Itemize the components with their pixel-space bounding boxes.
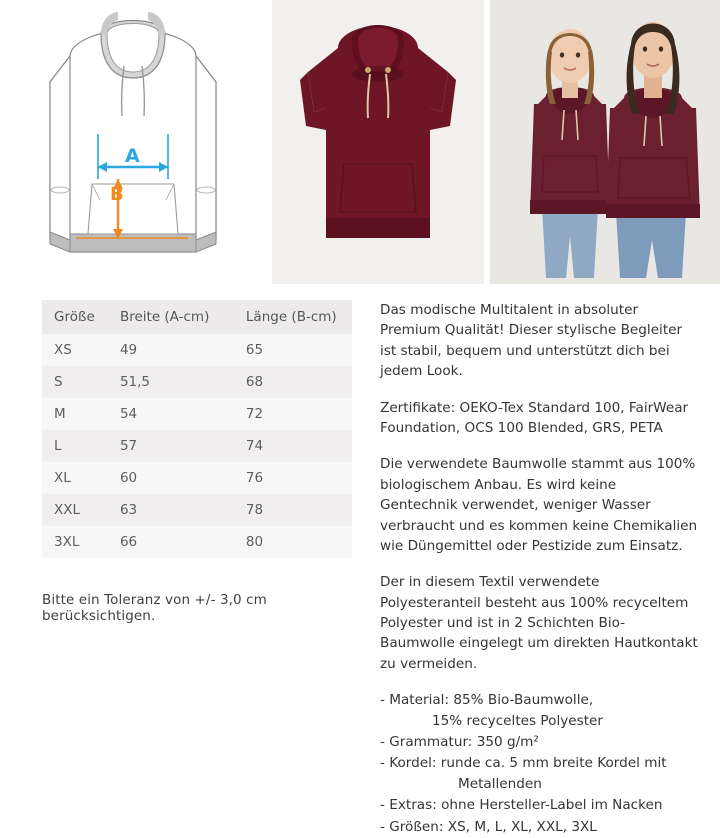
cell-length: 72 (224, 398, 352, 430)
list-item (380, 817, 698, 837)
size-table-header-size: Größe (42, 300, 102, 334)
description-certificates: Zertifikate: OEKO-Tex Standard 100, FairWear Foundation, OCS 100 Blended, GRS, PETA (380, 399, 689, 436)
size-table-header-row (42, 300, 352, 334)
spec-weight: - Grammatur: 350 g/m² (380, 734, 539, 751)
list-item (380, 753, 698, 794)
cell-length: 68 (224, 366, 352, 398)
measure-label-b: B (110, 184, 124, 205)
spec-cord-cont: Metallenden (458, 775, 542, 792)
cell-size: S (42, 366, 102, 398)
tolerance-note: Bitte ein Toleranz von +/- 3,0 cm berücksichtigen. (42, 592, 267, 624)
table-row (42, 430, 352, 462)
table-row (42, 462, 352, 494)
cell-size: L (42, 430, 102, 462)
spec-cord: - Kordel: runde ca. 5 mm breite Kordel mit (380, 755, 667, 772)
burgundy-hoodie-photo (272, 0, 484, 278)
description-polyester: Der in diesem Textil verwendete Polyesteranteil besteht aus 100% recyceltem Polyester und ist in 2 Schichten Bio-Baumwolle eingelegt um direkten Hautkontakt zu vermeiden. (380, 574, 698, 672)
hoodie-technical-drawing-icon (8, 4, 258, 282)
product-description-column (372, 284, 720, 838)
size-table-header-length: Länge (B-cm) (224, 300, 352, 334)
description-cotton: Die verwendete Baumwolle stammt aus 100% biologischem Anbau. Es wird keine Gentechnik verwendet, weniger Wasser verbraucht und es kommen keine Chemikalien wie Düngemittel oder Pestizide zum Einsatz. (380, 456, 698, 554)
product-photo-panel (272, 0, 484, 284)
size-table-header-width: Breite (A-cm) (102, 300, 224, 334)
cell-size: M (42, 398, 102, 430)
table-row (42, 366, 352, 398)
cell-size: XS (42, 334, 102, 366)
spec-material-cont: 15% recyceltes Polyester (432, 712, 603, 729)
spec-sizes: - Größen: XS, M, L, XL, XXL, 3XL (380, 818, 597, 835)
table-row (42, 494, 352, 526)
cell-length: 65 (224, 334, 352, 366)
cell-width: 60 (102, 462, 224, 494)
size-table (42, 300, 352, 558)
image-gallery (0, 0, 720, 284)
size-table-column (0, 284, 372, 838)
cell-length: 76 (224, 462, 352, 494)
technical-drawing-panel (0, 0, 266, 284)
cell-size: XXL (42, 494, 102, 526)
cell-width: 63 (102, 494, 224, 526)
table-row (42, 334, 352, 366)
cell-width: 54 (102, 398, 224, 430)
cell-size: XL (42, 462, 102, 494)
list-item (380, 732, 698, 752)
spec-list (380, 690, 698, 837)
description-intro: Das modische Multitalent in absoluter Premium Qualität! Dieser stylische Begleiter ist stabil, bequem und unterstützt dich bei jedem Look. (380, 302, 683, 380)
table-row (42, 398, 352, 430)
list-item (380, 690, 698, 731)
cell-size: 3XL (42, 526, 102, 558)
models-wearing-hoodies-photo (490, 0, 720, 278)
cell-length: 78 (224, 494, 352, 526)
cell-width: 57 (102, 430, 224, 462)
cell-width: 66 (102, 526, 224, 558)
spec-extras: - Extras: ohne Hersteller-Label im Nacken (380, 797, 663, 814)
list-item (380, 795, 698, 815)
model-photo-panel (490, 0, 720, 284)
cell-length: 74 (224, 430, 352, 462)
details-section (0, 284, 720, 838)
cell-width: 49 (102, 334, 224, 366)
spec-material: - Material: 85% Bio-Baumwolle, (380, 692, 594, 709)
cell-width: 51,5 (102, 366, 224, 398)
measure-label-a: A (125, 145, 140, 167)
table-row (42, 526, 352, 558)
cell-length: 80 (224, 526, 352, 558)
